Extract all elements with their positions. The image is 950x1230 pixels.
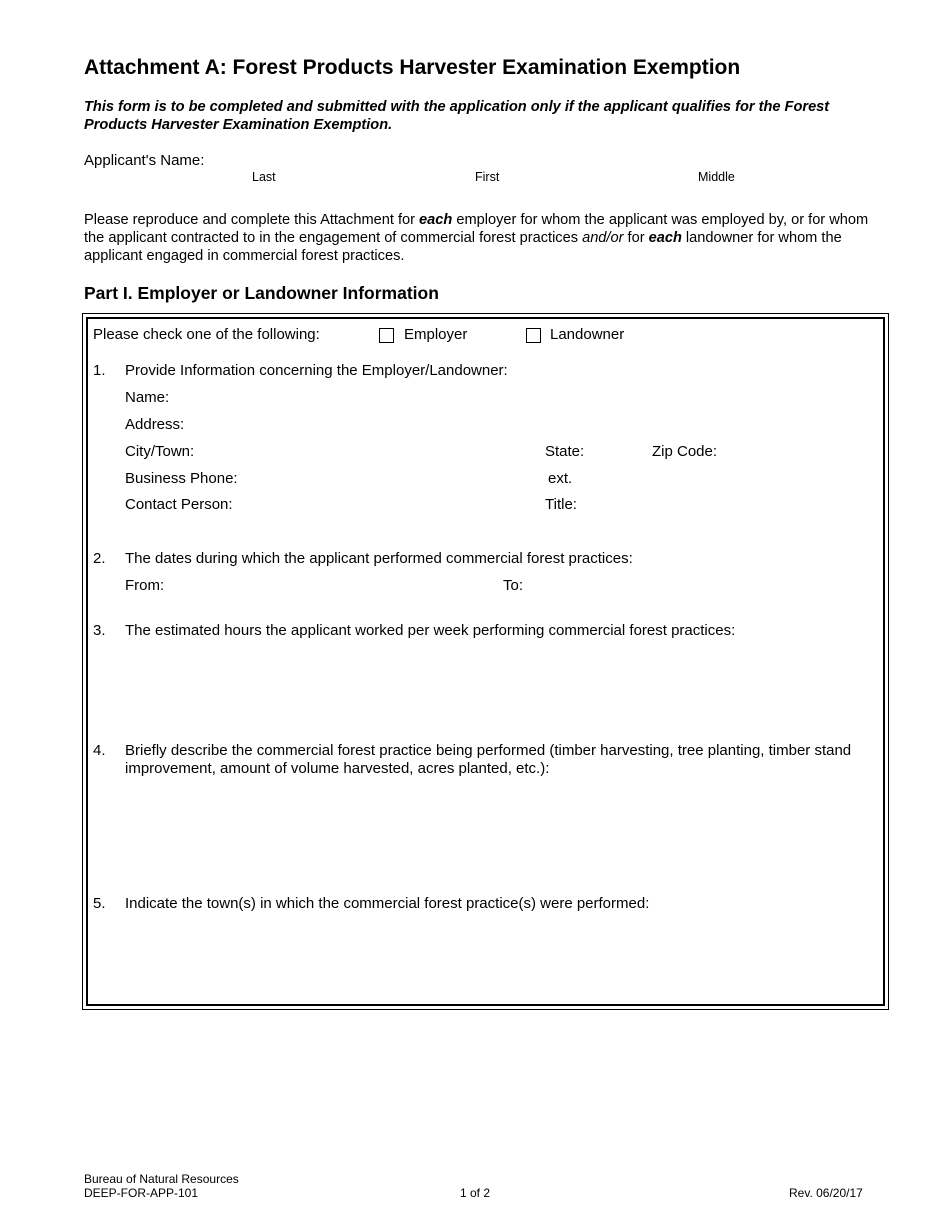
landowner-option-label: Landowner [550,326,625,343]
q2-text: The dates during which the applicant performed commercial forest practices: [125,550,633,567]
first-name-caption: First [475,170,500,184]
employer-checkbox[interactable] [379,328,394,343]
applicant-name-label: Applicant's Name: [84,152,205,169]
footer-bureau: Bureau of Natural Resources [84,1172,239,1186]
q1-number: 1. [93,362,106,379]
last-name-caption: Last [252,170,276,184]
page-title: Attachment A: Forest Products Harvester Examination Exemption [84,56,741,79]
q3-text: The estimated hours the applicant worked per week performing commercial forest practices: [125,622,736,639]
applicant-name-field[interactable] [210,146,530,170]
check-prompt: Please check one of the following: [93,326,320,343]
form-instruction: This form is to be completed and submitted with the application only if the applicant qualifies for the Forest Products Harvester Examination Exemption. [84,99,830,133]
q2-number: 2. [93,550,106,567]
state-label: State: [545,443,585,460]
contact-person-label: Contact Person: [125,496,233,513]
from-date-label: From: [125,577,165,594]
employer-name-label: Name: [125,389,170,406]
zip-label: Zip Code: [652,443,718,460]
q5-text: Indicate the town(s) in which the commercial forest practice(s) were performed: [125,895,650,912]
footer-form-id: DEEP-FOR-APP-101 [84,1186,199,1200]
q3-number: 3. [93,622,106,639]
q1-text: Provide Information concerning the Employer/Landowner: [125,362,508,379]
address-label: Address: [125,416,185,433]
city-label: City/Town: [125,443,195,460]
part-1-title: Part I. Employer or Landowner Information [84,283,439,303]
q4-text: Briefly describe the commercial forest practice being performed (timber harvesting, tree planting, timber stand improvement, amount of volume harvested, acres planted, etc.): [125,742,852,777]
q4-number: 4. [93,742,106,759]
employer-option-label: Employer [404,326,468,343]
contact-title-label: Title: [545,496,577,513]
instructions-paragraph: Please reproduce and complete this Attachment for each employer for whom the applicant was employed by, or for whom the applicant contracted to in the engagement of commercial forest practices and/or for each landowner for whom the applicant engaged in commercial forest practices. [84,212,869,264]
to-date-label: To: [503,577,524,594]
middle-name-caption: Middle [698,170,735,184]
phone-ext-label: ext. [548,470,573,487]
footer-page-number: 1 of 2 [460,1186,491,1200]
q5-number: 5. [93,895,106,912]
landowner-checkbox[interactable] [526,328,541,343]
footer-revision: Rev. 06/20/17 [789,1186,863,1200]
business-phone-label: Business Phone: [125,470,238,487]
